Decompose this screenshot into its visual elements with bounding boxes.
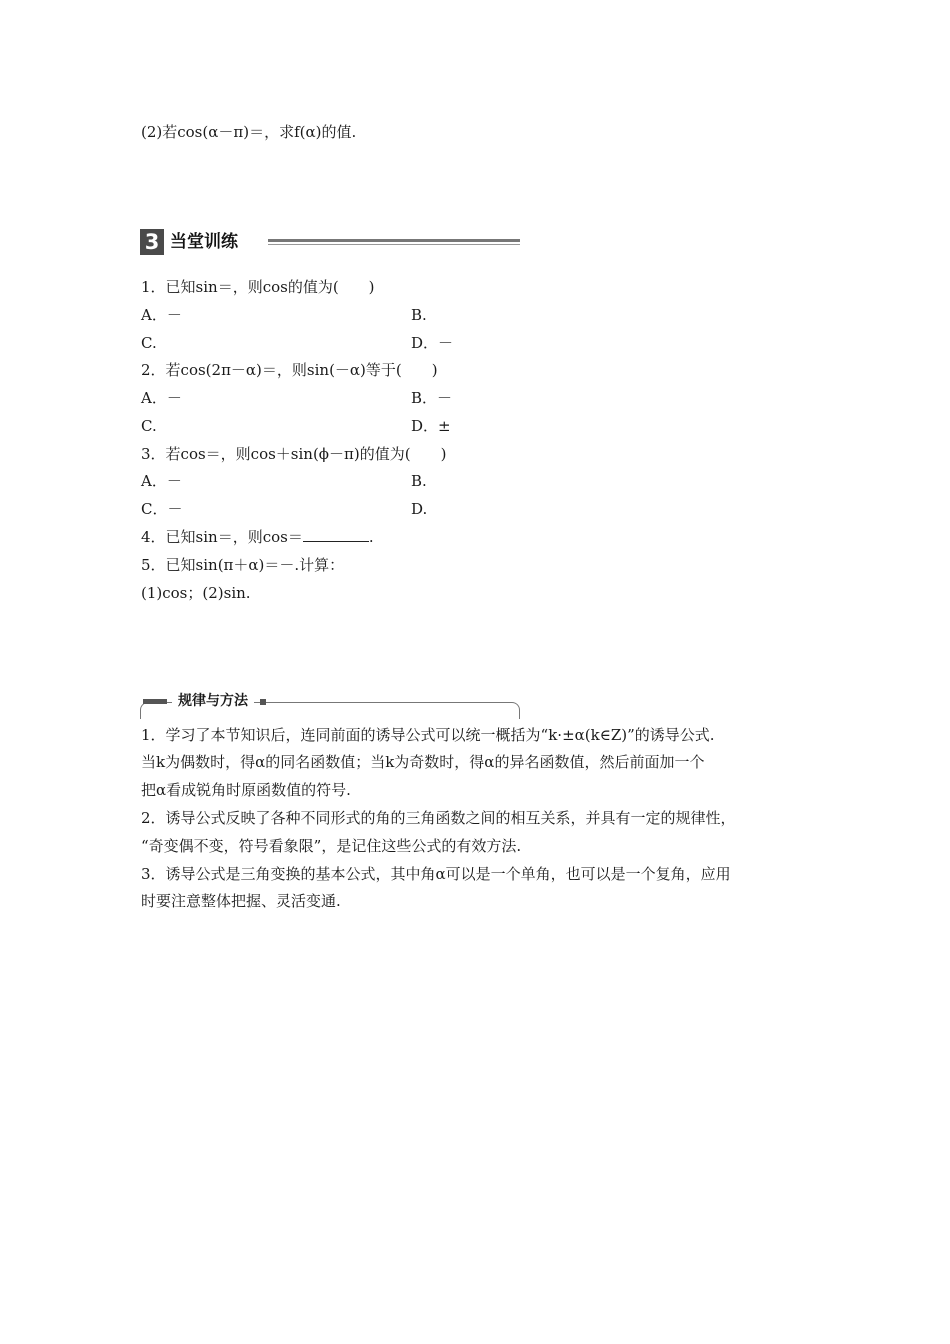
rule-1-line-2: 当k为偶数时，得α的同名函数值；当k为奇数时，得α的异名函数值，然后前面加一个 bbox=[141, 753, 705, 771]
exercise-1: 1．已知sin＝，则cos的值为( ) bbox=[141, 278, 375, 296]
exercise-2-option-c: C. bbox=[141, 417, 157, 435]
rule-2-line-2: “奇变偶不变，符号看象限”，是记住这些公式的有效方法. bbox=[141, 837, 522, 855]
exercise-1-option-d: D．－ bbox=[411, 334, 454, 352]
section-title: 当堂训练 bbox=[170, 232, 238, 252]
rule-3-line-1: 3．诱导公式是三角变换的基本公式，其中角α可以是一个单角，也可以是一个复角，应用 bbox=[141, 865, 731, 883]
rules-box-header bbox=[140, 690, 520, 718]
exercise-2-option-d: D．± bbox=[411, 417, 451, 435]
exercise-1-option-b: B. bbox=[411, 306, 427, 324]
exercise-3-option-b: B. bbox=[411, 472, 427, 490]
exercise-5-subparts: (1)cos；(2)sin. bbox=[141, 584, 251, 602]
exercise-3-option-d: D. bbox=[411, 500, 428, 518]
section-header bbox=[140, 229, 520, 255]
rule-1-line-1: 1．学习了本节知识后，连同前面的诱导公式可以统一概括为“k·±α(k∈Z)”的诱导公式. bbox=[141, 726, 715, 744]
rule-1-line-3: 把α看成锐角时原函数值的符号. bbox=[141, 781, 351, 799]
rules-box-bar bbox=[143, 699, 167, 704]
exercise-3-option-a: A．－ bbox=[141, 472, 182, 490]
exercise-2: 2．若cos(2π－α)＝，则sin(－α)等于( ) bbox=[141, 361, 438, 379]
exercise-5: 5．已知sin(π＋α)＝－.计算： bbox=[141, 556, 345, 574]
exercise-3-option-c: C．－ bbox=[141, 500, 183, 518]
question-part-2: (2)若cos(α－π)＝，求f(α)的值. bbox=[141, 123, 357, 141]
exercise-2-option-b: B．－ bbox=[411, 389, 453, 407]
exercise-2-option-a: A．－ bbox=[141, 389, 182, 407]
section-rule-thin bbox=[268, 244, 520, 245]
answer-blank[interactable] bbox=[303, 527, 369, 542]
exercise-3: 3．若cos＝，则cos＋sin(ϕ－π)的值为( ) bbox=[141, 445, 447, 463]
exercise-4 bbox=[141, 527, 374, 547]
rule-3-line-2: 时要注意整体把握、灵活变通. bbox=[141, 892, 341, 910]
section-number: 3 bbox=[140, 229, 164, 255]
exercise-4-end: . bbox=[368, 528, 374, 546]
exercise-1-option-c: C. bbox=[141, 334, 157, 352]
exercise-1-option-a: A．－ bbox=[141, 306, 182, 324]
rules-title: 规律与方法 bbox=[172, 690, 254, 712]
rules-box-dot bbox=[260, 699, 266, 705]
section-rule bbox=[268, 239, 520, 242]
rule-2-line-1: 2．诱导公式反映了各种不同形式的角的三角函数之间的相互关系，并具有一定的规律性， bbox=[141, 809, 736, 827]
exercise-4-text: 4．已知sin＝，则cos＝ bbox=[141, 528, 303, 546]
